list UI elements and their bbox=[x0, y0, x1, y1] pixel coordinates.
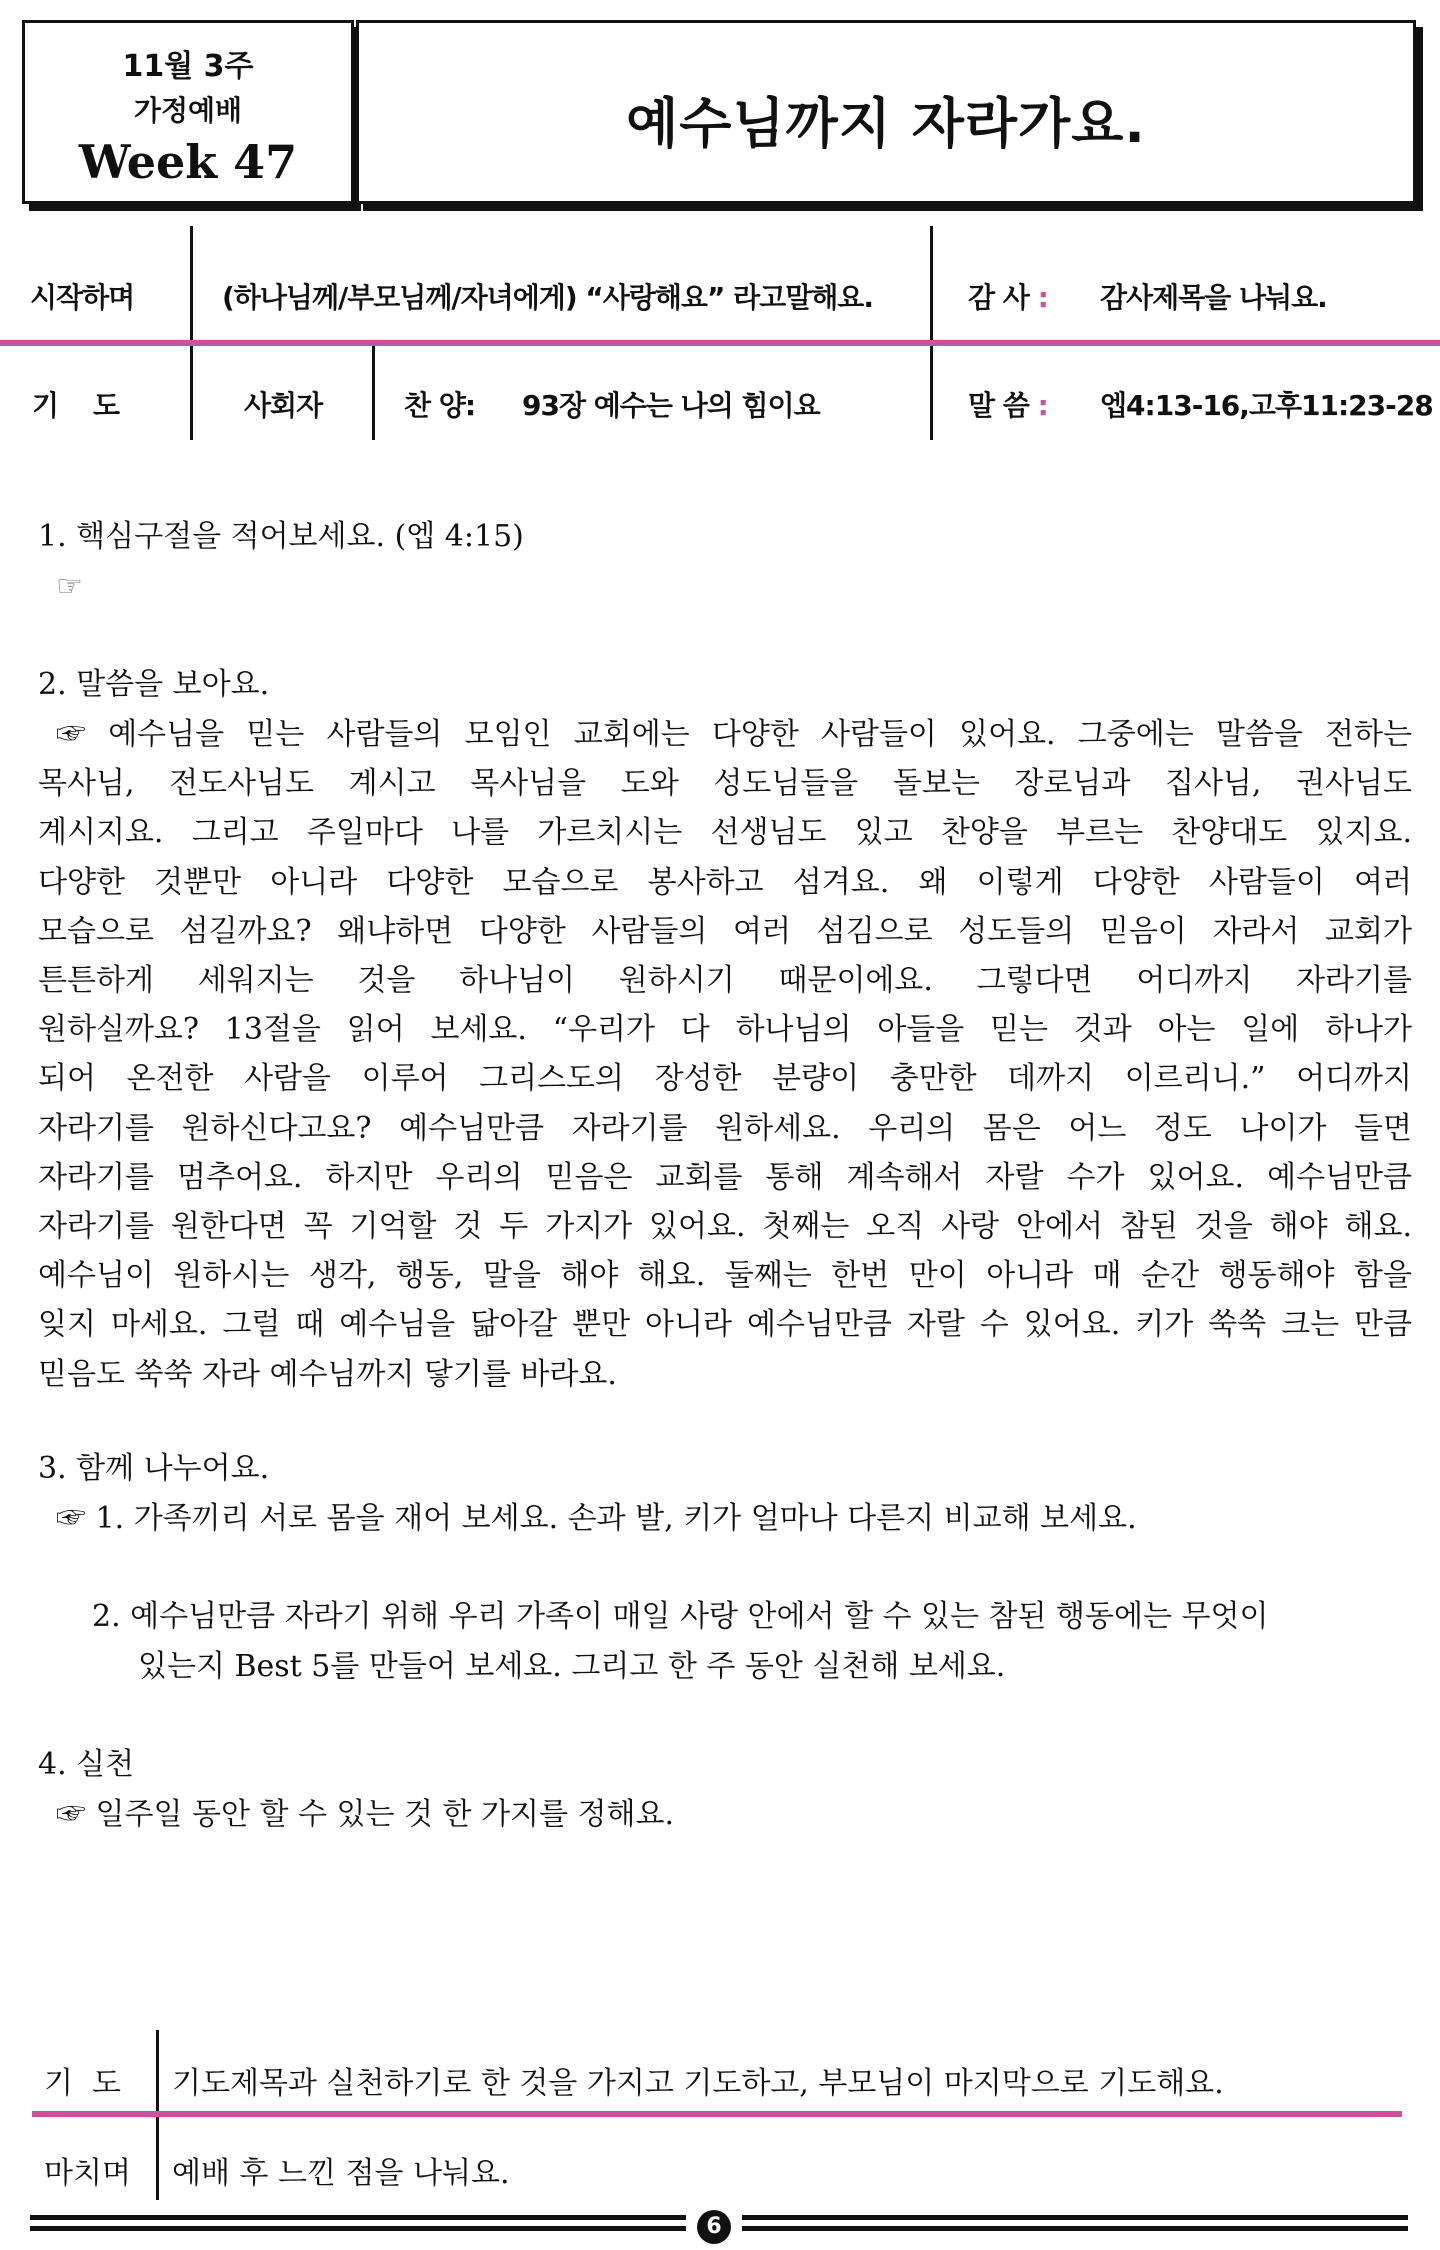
word-label: 말 씀 : bbox=[968, 389, 1048, 422]
share-item-2-line-2: 있는지 Best 5를 만들어 보세요. 그리고 한 주 동안 실천해 보세요. bbox=[138, 1649, 1006, 1684]
divider bbox=[372, 345, 375, 440]
practice-text: ☞ 일주일 동안 할 수 있는 것 한 가지를 정해요. bbox=[56, 1797, 675, 1832]
body-line: 자라기를 멈추어요. 하지만 우리의 믿음은 교회를 통해 계속해서 자랄 수가 있어요. 예수님만큼 bbox=[38, 1159, 1412, 1195]
closing-end-label: 마치며 bbox=[44, 2156, 131, 2191]
body-line: 잊지 마세요. 그럴 때 예수님을 닮아갈 뿐만 아니라 예수님만큼 자랄 수 있어요. 키가 쑥쑥 크는 만큼 bbox=[38, 1307, 1412, 1343]
page-title: 예수님까지 자라가요. bbox=[626, 92, 1146, 155]
leader-label: 사회자 bbox=[244, 389, 323, 422]
body-line: 튼튼하게 세워지는 것을 하나님이 원하시기 때문이에요. 그렇다면 어디까지 자라기를 bbox=[38, 963, 1412, 999]
worship-label: 가정예배 bbox=[133, 94, 243, 127]
footer-rule bbox=[742, 2226, 1408, 2231]
body-line: 되어 온전한 사람을 이루어 그리스도의 장성한 분량이 충만한 데까지 이르리니.” 어디까지 bbox=[38, 1061, 1412, 1097]
body-line: 계시지요. 그리고 주일마다 나를 가르치시는 선생님도 있고 찬양을 부르는 찬양대도 있지요. bbox=[38, 815, 1412, 851]
share-item-2-line-1: 2. 예수님만큼 자라기 위해 우리 가족이 매일 사랑 안에서 할 수 있는 참된 행동에는 무엇이 bbox=[92, 1599, 1269, 1634]
body-line: 다양한 것뿐만 아니라 다양한 모습으로 봉사하고 섬겨요. 왜 이렇게 다양한 사람들이 여러 bbox=[38, 864, 1412, 900]
section-1-heading: 1. 핵심구절을 적어보세요. (엡 4:15) bbox=[38, 519, 524, 554]
closing-prayer-text: 기도제목과 실천하기로 한 것을 가지고 기도하고, 부모님이 마지막으로 기도해요. bbox=[172, 2066, 1224, 2101]
footer-rule bbox=[30, 2215, 686, 2220]
thanks-text: 감사제목을 나눠요. bbox=[1100, 281, 1327, 314]
week-number: Week 47 bbox=[78, 135, 298, 189]
opening-text: (하나님께/부모님께/자녀에게) “사랑해요” 라고말해요. bbox=[222, 281, 873, 314]
word-text: 엡4:13-16,고후11:23-28 bbox=[1100, 389, 1433, 422]
body-line: 믿음도 쑥쑥 자라 예수님까지 닿기를 바라요. bbox=[38, 1356, 617, 1392]
pink-rule bbox=[32, 2111, 1402, 2117]
thanks-label: 감 사 : bbox=[968, 281, 1048, 314]
week-box bbox=[22, 20, 354, 204]
body-line: 자라기를 원하신다고요? 예수님만큼 자라기를 원하세요. 우리의 몸은 어느 정도 나이가 들면 bbox=[38, 1110, 1412, 1146]
page-number: 6 bbox=[697, 2210, 731, 2244]
opening-label: 시작하며 bbox=[30, 281, 135, 314]
section-4-heading: 4. 실천 bbox=[38, 1747, 135, 1782]
share-item-1: ☞ 1. 가족끼리 서로 몸을 재어 보세요. 손과 발, 키가 얼마나 다른지 비교해 보세요. bbox=[56, 1501, 1137, 1536]
divider bbox=[190, 226, 193, 440]
body-line: 모습으로 섬길까요? 왜냐하면 다양한 사람들의 여러 섬김으로 성도들의 믿음이 자라서 교회가 bbox=[38, 913, 1412, 949]
section-2-heading: 2. 말씀을 보아요. bbox=[38, 667, 270, 702]
hymn-text: 93장 예수는 나의 힘이요 bbox=[522, 389, 820, 422]
body-line: 목사님, 전도사님도 계시고 목사님을 도와 성도님들을 돌보는 장로님과 집사님, 권사님도 bbox=[38, 766, 1412, 802]
closing-end-text: 예배 후 느낀 점을 나눠요. bbox=[172, 2156, 510, 2191]
footer-rule bbox=[30, 2226, 686, 2231]
body-line: 예수님이 원하시는 생각, 행동, 말을 해야 해요. 둘째는 한번 만이 아니라 매 순간 행동해야 함을 bbox=[38, 1258, 1412, 1294]
section-2-body bbox=[38, 710, 1412, 1399]
body-line: ☞ 예수님을 믿는 사람들의 모임인 교회에는 다양한 사람들이 있어요. 그중에는 말씀을 전하는 bbox=[56, 717, 1412, 752]
body-line: 원하실까요? 13절을 읽어 보세요. “우리가 다 하나님의 아들을 믿는 것과 아는 일에 하나가 bbox=[38, 1012, 1412, 1048]
pink-rule bbox=[0, 340, 1440, 346]
pointing-hand-icon: ☞ bbox=[56, 569, 83, 604]
body-line: 자라기를 원한다면 꼭 기억할 것 두 가지가 있어요. 첫째는 오직 사랑 안에서 참된 것을 해야 해요. bbox=[38, 1209, 1412, 1245]
closing-prayer-label: 기 도 bbox=[44, 2066, 122, 2101]
title-box bbox=[356, 20, 1416, 204]
footer-rule bbox=[742, 2215, 1408, 2220]
section-3-heading: 3. 함께 나누어요. bbox=[38, 1451, 270, 1486]
week-label: 11월 3주 bbox=[122, 49, 254, 84]
divider bbox=[930, 226, 933, 440]
hymn-label: 찬 양: bbox=[404, 389, 476, 422]
prayer-label: 기 도 bbox=[32, 389, 120, 422]
